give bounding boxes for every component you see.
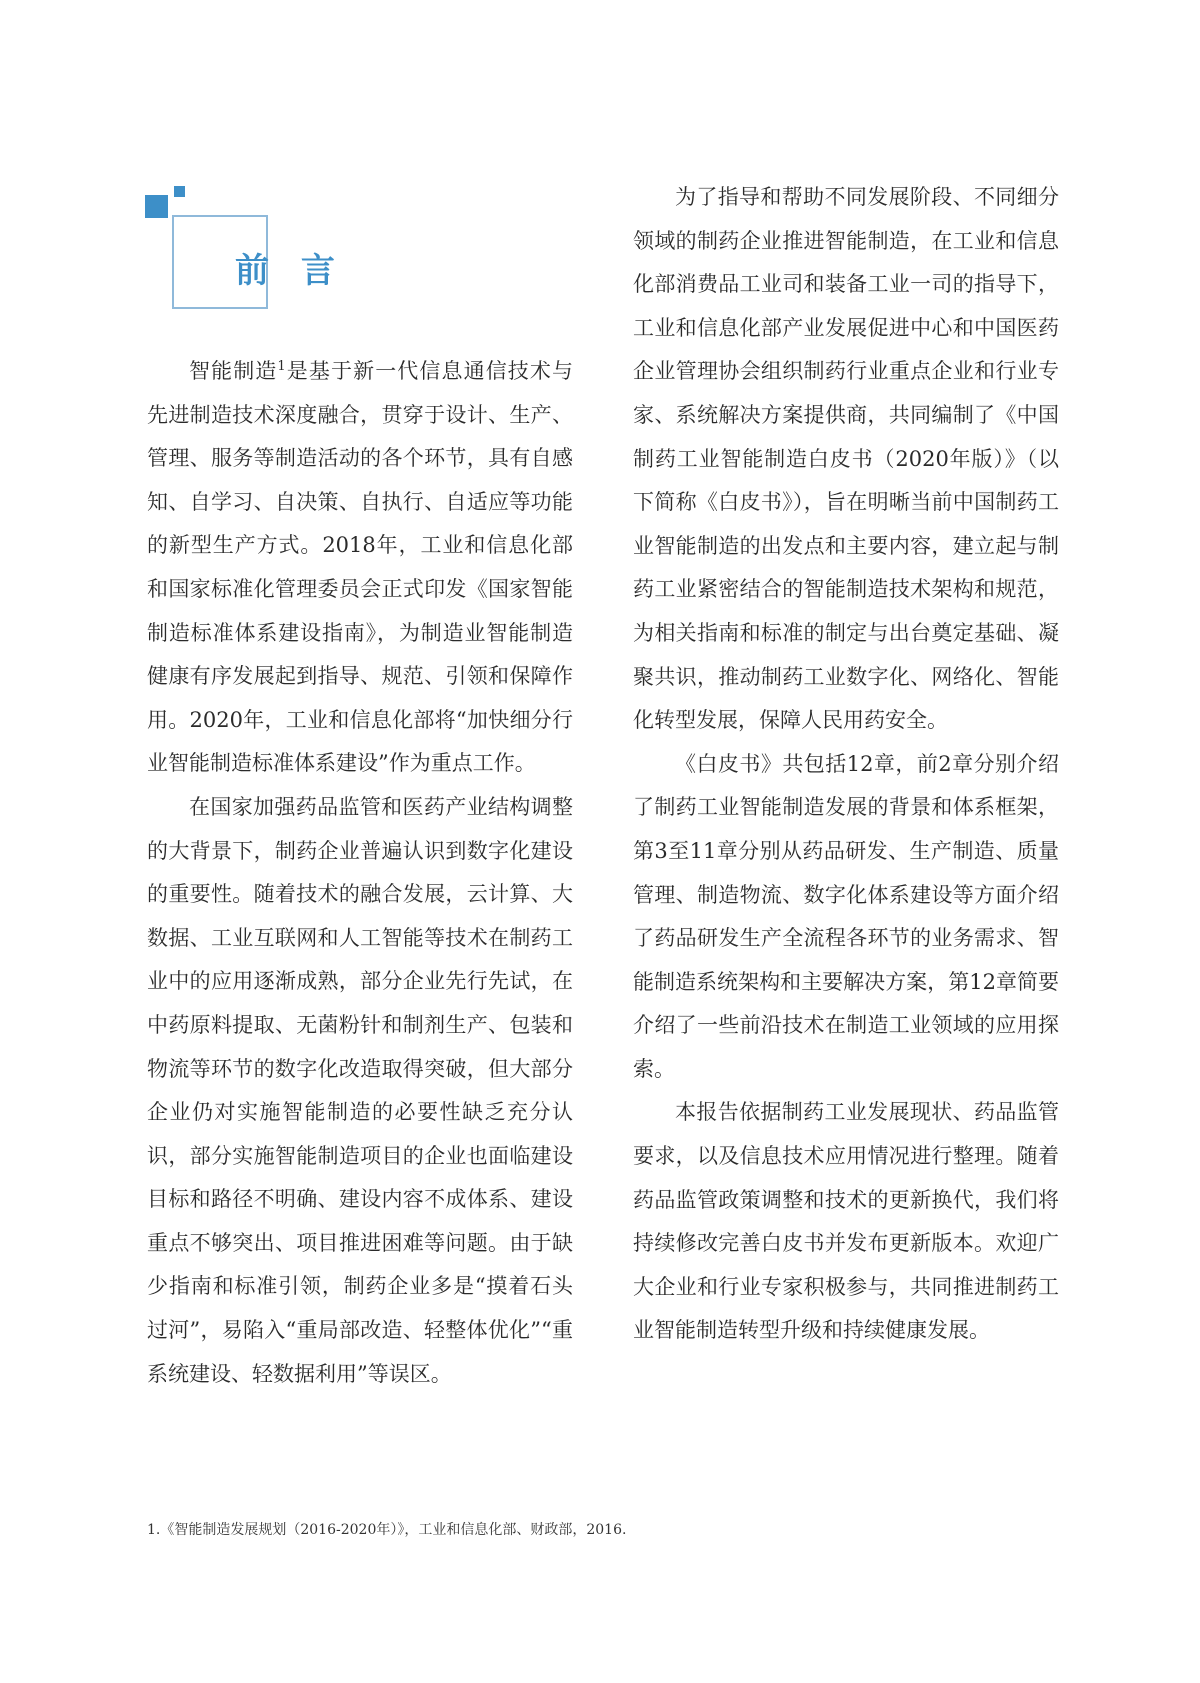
footnote: 1.《智能制造发展规划（2016-2020年）》，工业和信息化部、财政部，2016.: [147, 1522, 627, 1538]
paragraph-outlook: 本报告依据制药工业发展现状、药品监管要求，以及信息技术应用情况进行整理。随着药品监管政策调整和技术的更新换代，我们将持续修改完善白皮书并发布更新版本。欢迎广大企业和行业专家积极参与，共同推进制药工业智能制造转型升级和持续健康发展。: [633, 1100, 1059, 1343]
right-column: [633, 176, 1059, 1353]
paragraph-intro-lead: 智能制造: [189, 359, 278, 383]
left-column: [147, 350, 573, 1396]
footnote-reference: 1: [277, 359, 286, 374]
page-title: 前 言: [235, 251, 345, 291]
paragraph-background: 在国家加强药品监管和医药产业结构调整的大背景下，制药企业普遍认识到数字化建设的重要性。随着技术的融合发展，云计算、大数据、工业互联网和人工智能等技术在制药工业中的应用逐渐成熟，部分企业先行先试，在中药原料提取、无菌粉针和制剂生产、包装和物流等环节的数字化改造取得突破，但大部分企业仍对实施智能制造的必要性缺乏充分认识，部分实施智能制造项目的企业也面临建设目标和路径不明确、建设内容不成体系、建设重点不够突出、项目推进困难等问题。由于缺少指南和标准引领，制药企业多是“摸着石头过河”，易陷入“重局部改造、轻整体优化”“重系统建设、轻数据利用”等误区。: [147, 794, 573, 1386]
section-title-block: [145, 183, 345, 313]
paragraph-intro: [147, 350, 573, 786]
paragraph-structure: 《白皮书》共包括12章，前2章分别介绍了制药工业智能制造发展的背景和体系框架，第3至11章分别从药品研发、生产制造、质量管理、制造物流、数字化体系建设等方面介绍了药品研发生产全流程各环节的业务需求、智能制造系统架构和主要解决方案，第12章简要介绍了一些前沿技术在制造工业领域的应用探索。: [633, 751, 1059, 1081]
paragraph-purpose: 为了指导和帮助不同发展阶段、不同细分领域的制药企业推进智能制造，在工业和信息化部消费品工业司和装备工业一司的指导下，工业和信息化部产业发展促进中心和中国医药企业管理协会组织制药行业重点企业和行业专家、系统解决方案提供商，共同编制了《中国制药工业智能制造白皮书（2020年版）》（以下简称《白皮书》），旨在明晰当前中国制药工业智能制造的出发点和主要内容，建立起与制药工业紧密结合的智能制造技术架构和规范，为相关指南和标准的制定与出台奠定基础、凝聚共识，推动制药工业数字化、网络化、智能化转型发展，保障人民用药安全。: [633, 185, 1059, 733]
paragraph-intro-body: 是基于新一代信息通信技术与先进制造技术深度融合，贯穿于设计、生产、管理、服务等制造活动的各个环节，具有自感知、自学习、自决策、自执行、自适应等功能的新型生产方式。2018年，工业和信息化部和国家标准化管理委员会正式印发《国家智能制造标准体系建设指南》，为制造业智能制造健康有序发展起到指导、规范、引领和保障作用。2020年，工业和信息化部将“加快细分行业智能制造标准体系建设”作为重点工作。: [147, 359, 574, 776]
decorative-square-large: [145, 195, 168, 218]
decorative-square-small: [174, 186, 185, 197]
